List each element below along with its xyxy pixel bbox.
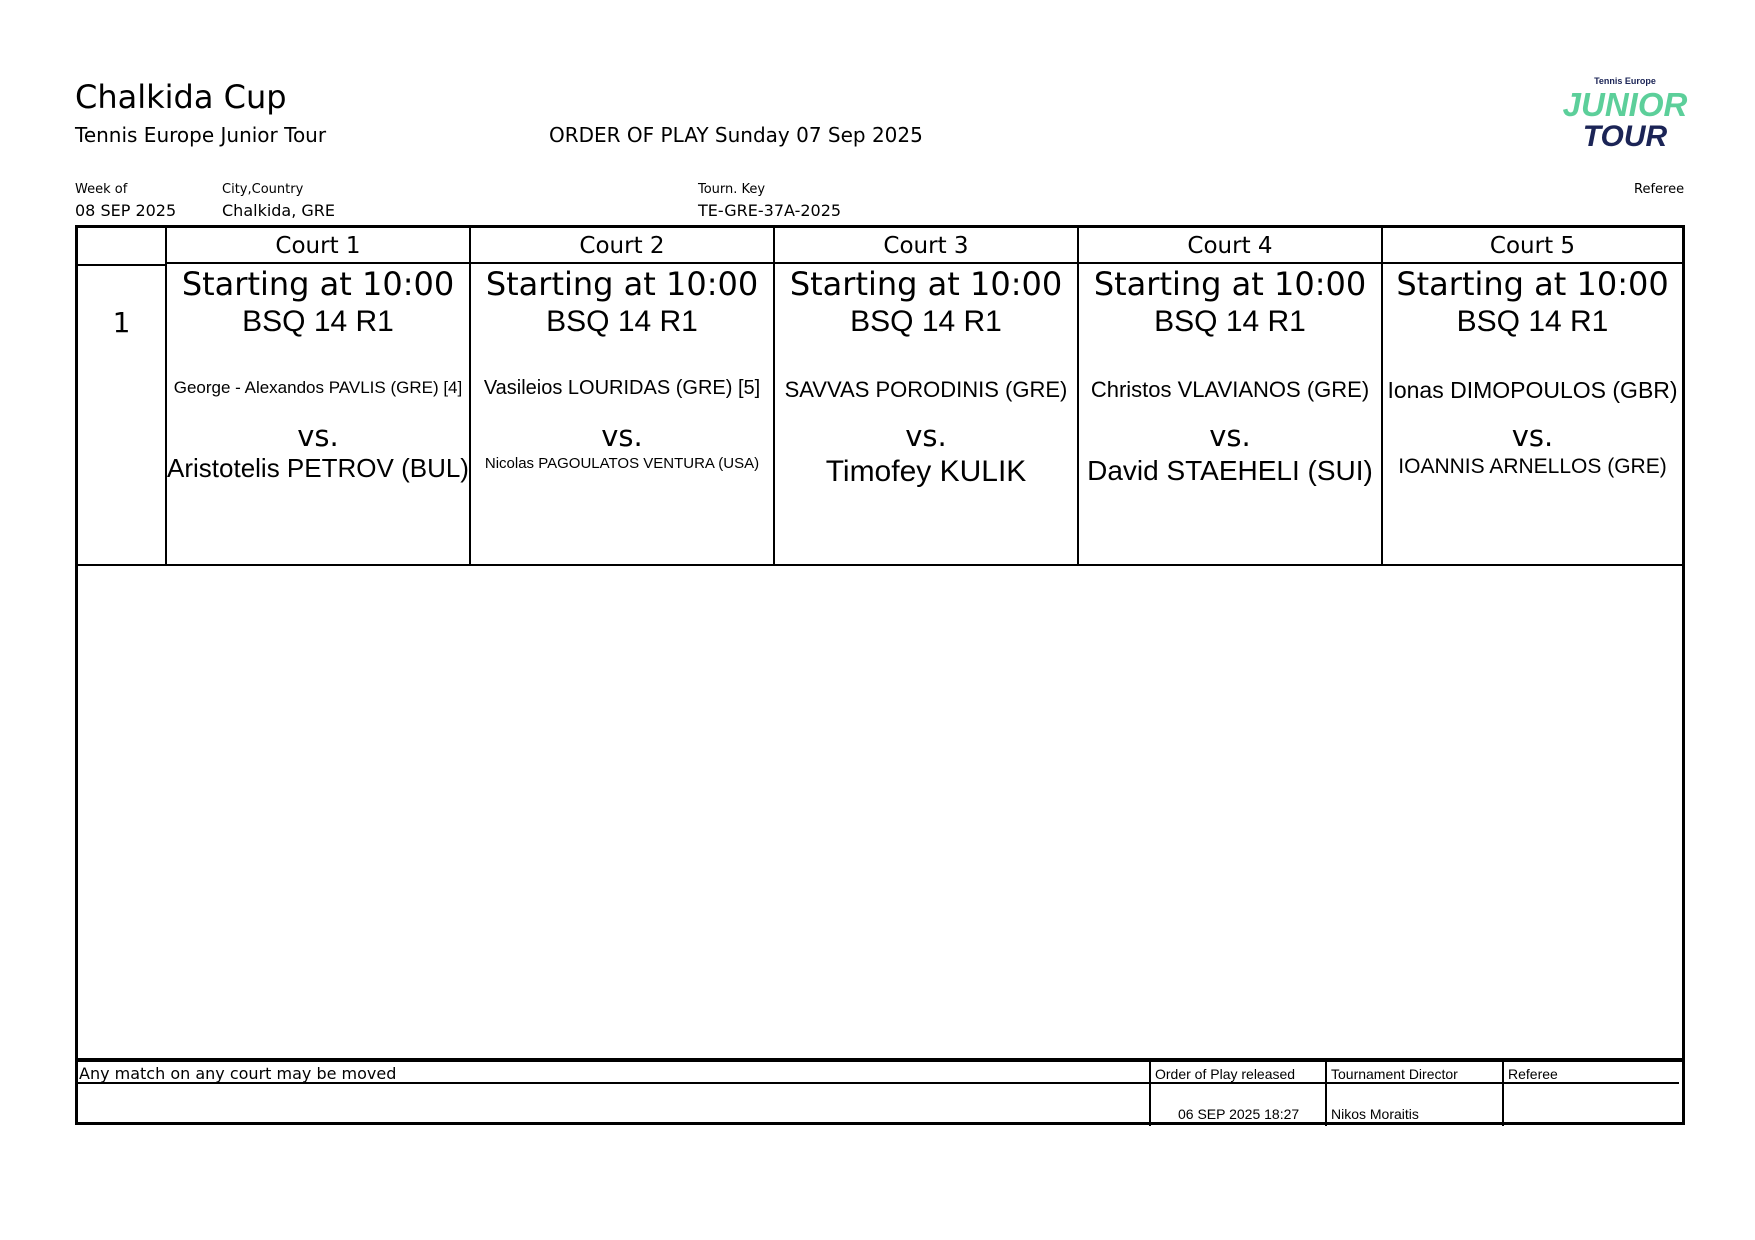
event-round: BSQ 14 R1 xyxy=(546,305,698,338)
match-cell-court-5 xyxy=(1383,265,1682,562)
row-bottom-divider xyxy=(78,564,1682,566)
court-5-header: Court 5 xyxy=(1489,233,1576,259)
city-value: Chalkida, GRE xyxy=(222,201,336,220)
versus-label: vs. xyxy=(1511,419,1554,453)
svg-text:TOUR: TOUR xyxy=(1582,120,1668,153)
versus-label: vs. xyxy=(297,419,339,453)
match-cell-court-2 xyxy=(471,265,773,562)
start-time: Starting at 10:00 xyxy=(181,265,455,303)
director-label: Tournament Director xyxy=(1331,1066,1458,1082)
versus-label: vs. xyxy=(905,419,947,453)
schedule-grid xyxy=(75,225,1685,1125)
player-2: Aristotelis PETROV (BUL) xyxy=(167,453,469,483)
court-1-header: Court 1 xyxy=(275,233,361,259)
svg-text:JUNIOR: JUNIOR xyxy=(1562,86,1688,123)
move-notice: Any match on any court may be moved xyxy=(79,1064,397,1083)
start-time: Starting at 10:00 xyxy=(1093,265,1367,303)
court-3-header: Court 3 xyxy=(883,233,969,259)
player-1: George - Alexandos PAVLIS (GRE) [4] xyxy=(173,378,463,397)
event-round: BSQ 14 R1 xyxy=(1456,305,1609,338)
director-name: Nikos Moraitis xyxy=(1331,1106,1419,1122)
match-cell-court-1 xyxy=(167,265,469,562)
row-number: 1 xyxy=(112,306,131,339)
release-timestamp: 06 SEP 2025 18:27 xyxy=(1178,1106,1300,1122)
start-time: Starting at 10:00 xyxy=(1396,265,1669,303)
tour-name: Tennis Europe Junior Tour xyxy=(75,123,327,147)
player-2: Nicolas PAGOULATOS VENTURA (USA) xyxy=(484,455,760,472)
versus-label: vs. xyxy=(601,419,643,453)
tournament-key-value: TE-GRE-37A-2025 xyxy=(698,201,842,220)
tournament-key-label: Tourn. Key xyxy=(698,182,766,197)
event-round: BSQ 14 R1 xyxy=(1154,305,1306,338)
match-cell-court-4 xyxy=(1079,265,1381,562)
player-2: David STAEHELI (SUI) xyxy=(1087,455,1373,486)
event-round: BSQ 14 R1 xyxy=(242,305,394,338)
svg-text:Tennis Europe: Tennis Europe xyxy=(1594,76,1656,86)
week-value: 08 SEP 2025 xyxy=(75,201,177,220)
order-of-play-heading: ORDER OF PLAY Sunday 07 Sep 2025 xyxy=(549,123,923,147)
footer-column-divider xyxy=(1502,1062,1504,1126)
versus-label: vs. xyxy=(1209,419,1251,453)
row-header-divider xyxy=(78,264,165,266)
player-1: SAVVAS PORODINIS (GRE) xyxy=(784,377,1068,402)
city-label: City,Country xyxy=(222,182,304,197)
player-1: Vasileios LOURIDAS (GRE) [5] xyxy=(483,377,761,399)
footer-column-divider xyxy=(1325,1062,1327,1126)
footer-panel xyxy=(75,1058,1685,1126)
start-time: Starting at 10:00 xyxy=(485,265,759,303)
player-1: Christos VLAVIANOS (GRE) xyxy=(1090,377,1370,402)
footer-referee-label: Referee xyxy=(1508,1066,1558,1082)
player-1: Ionas DIMOPOULOS (GBR) xyxy=(1387,377,1678,403)
court-4-header: Court 4 xyxy=(1187,233,1273,259)
court-2-header: Court 2 xyxy=(579,233,665,259)
week-label: Week of xyxy=(75,182,128,197)
event-round: BSQ 14 R1 xyxy=(850,305,1002,338)
junior-tour-logo xyxy=(1562,74,1688,154)
match-cell-court-3 xyxy=(775,265,1077,562)
tournament-title: Chalkida Cup xyxy=(75,78,287,116)
start-time: Starting at 10:00 xyxy=(789,265,1063,303)
footer-column-divider xyxy=(1149,1062,1151,1126)
release-label: Order of Play released xyxy=(1155,1066,1296,1082)
player-2: Timofey KULIK xyxy=(825,455,1027,488)
player-2: IOANNIS ARNELLOS (GRE) xyxy=(1398,455,1667,478)
referee-label: Referee xyxy=(1634,182,1685,197)
